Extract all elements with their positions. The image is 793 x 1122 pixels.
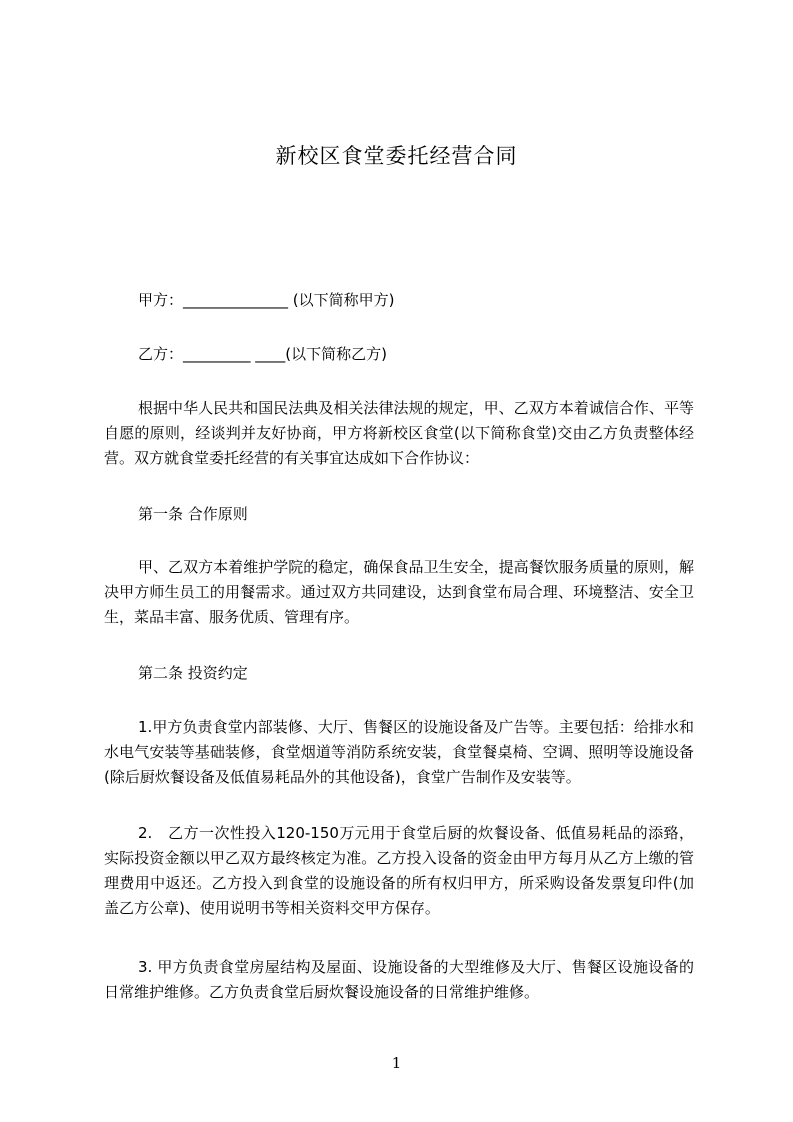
intro-paragraph: 根据中华人民共和国民法典及相关法律法规的规定，甲、乙双方本着诚信合作、平等自愿的原则，经谈判并友好协商，甲方将新校区食堂(以下简称食堂)交由乙方负责整体经营。双方就食堂委托经营的有关事宜达成如下合作协议：	[104, 399, 694, 467]
clause-2-paragraph: 2. 乙方一次性投入120-150万元用于食堂后厨的炊餐设备、低值易耗品的添臵，实际投资金额以甲乙双方最终核定为准。乙方投入设备的资金由甲方每月从乙方上缴的管理费用中返还。乙方投入到食堂的设施设备的所有权归甲方，所采购设备发票复印件(加盖乙方公章)、使用说明书等相关资料交甲方保存。	[104, 824, 694, 917]
article-1-heading: 第一条 合作原则	[138, 505, 248, 523]
clause-3-paragraph: 3. 甲方负责食堂房屋结构及屋面、设施设备的大型维修及大厅、售餐区设施设备的日常维护维修。乙方负责食堂后厨炊餐设施设备的日常维护维修。	[104, 958, 694, 1001]
page-number: 1	[391, 1054, 402, 1072]
party-b-line: 乙方：_________ ____(以下简称乙方)	[138, 345, 387, 363]
article-1-paragraph: 甲、乙双方本着维护学院的稳定，确保食品卫生安全，提高餐饮服务质量的原则，解决甲方师生员工的用餐需求。通过双方共同建设，达到食堂布局合理、环境整洁、安全卫生，菜品丰富、服务优质、管理有序。	[104, 558, 694, 626]
party-a-line: 甲方：______________ (以下简称甲方)	[138, 291, 395, 309]
article-2-heading: 第二条 投资约定	[138, 664, 248, 682]
clause-1-paragraph: 1.甲方负责食堂内部装修、大厅、售餐区的设施设备及广告等。主要包括：给排水和水电气安装等基础装修，食堂烟道等消防系统安装，食堂餐桌椅、空调、照明等设施设备(除后厨炊餐设备及低值易耗品外的其他设备)，食堂广告制作及安装等。	[104, 718, 694, 786]
document-title: 新校区食堂委托经营合同	[275, 144, 518, 168]
